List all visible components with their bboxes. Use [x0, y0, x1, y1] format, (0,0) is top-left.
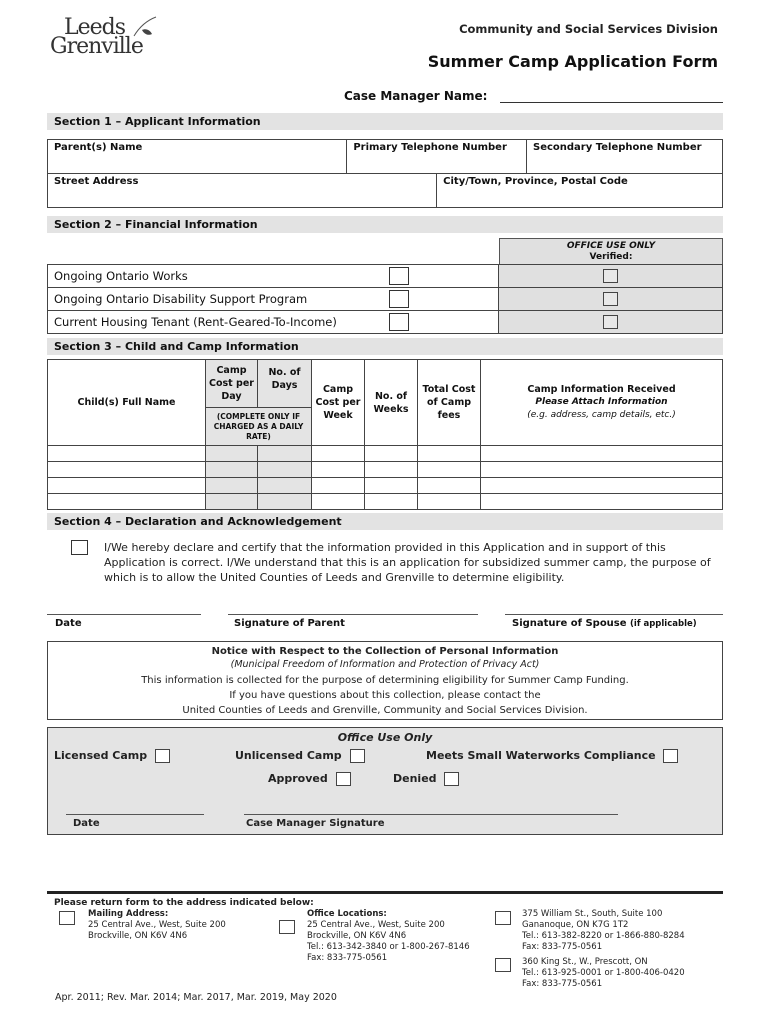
brockville-office	[307, 920, 470, 964]
housing-tenant-checkbox[interactable]	[389, 313, 409, 331]
cost-per-week-cell[interactable]	[312, 478, 365, 494]
notice-title: Notice with Respect to the Collection of Personal Information	[211, 646, 559, 657]
case-manager-signature-label: Case Manager Signature	[246, 818, 385, 829]
secondary-phone-label: Secondary Telephone Number	[533, 142, 702, 153]
cost-per-week-header: Camp Cost per Week	[312, 360, 365, 446]
table-row	[48, 494, 723, 510]
street-address-field[interactable]	[48, 174, 437, 208]
office3-fax: Fax: 833-775-0561	[522, 979, 603, 989]
section-1-header: Section 1 – Applicant Information	[47, 113, 723, 130]
office3-line-1: 360 King St., W., Prescott, ON	[522, 957, 648, 967]
office-use-only-header	[499, 238, 723, 265]
office2-line-2: Gananoque, ON K7G 1T2	[522, 920, 629, 930]
num-weeks-cell[interactable]	[365, 494, 418, 510]
financial-row	[48, 265, 723, 288]
licensed-camp-label: Licensed Camp	[54, 749, 148, 762]
total-cost-cell[interactable]	[418, 446, 481, 462]
primary-phone-label: Primary Telephone Number	[353, 142, 507, 153]
cost-per-day-cell[interactable]	[206, 446, 258, 462]
applicant-info-table	[47, 139, 723, 208]
num-days-cell[interactable]	[258, 478, 312, 494]
approved-label: Approved	[268, 772, 328, 785]
form-title: Summer Camp Application Form	[427, 52, 718, 71]
total-cost-cell[interactable]	[418, 478, 481, 494]
ontario-works-verified-checkbox[interactable]	[603, 269, 618, 283]
office-date-line[interactable]	[66, 814, 204, 815]
declaration-checkbox[interactable]	[71, 540, 88, 555]
office-locations-title: Office Locations:	[307, 909, 387, 919]
num-days-cell[interactable]	[258, 494, 312, 510]
camp-info-cell[interactable]	[481, 478, 723, 494]
date-signature-line[interactable]	[47, 614, 201, 615]
revision-footer: Apr. 2011; Rev. Mar. 2014; Mar. 2017, Mar. 2019, May 2020	[55, 992, 337, 1003]
prescott-office	[522, 957, 685, 990]
gananoque-office	[522, 909, 685, 953]
cost-per-week-cell[interactable]	[312, 494, 365, 510]
waterworks-label: Meets Small Waterworks Compliance	[426, 749, 656, 762]
logo-line-1: Leeds	[64, 15, 126, 40]
office2-tel: Tel.: 613-382-8220 or 1-866-880-8284	[522, 931, 685, 941]
secondary-phone-field[interactable]	[527, 140, 723, 174]
office-use-only-label: OFFICE USE ONLY	[566, 241, 656, 251]
num-weeks-cell[interactable]	[365, 446, 418, 462]
camp-info-cell[interactable]	[481, 494, 723, 510]
financial-row	[48, 288, 723, 311]
unlicensed-camp-checkbox[interactable]	[350, 749, 365, 763]
child-name-cell[interactable]	[48, 494, 206, 510]
office-use-only-box	[47, 727, 723, 835]
parents-name-field[interactable]	[48, 140, 347, 174]
division-name: Community and Social Services Division	[459, 22, 718, 36]
parents-name-label: Parent(s) Name	[54, 142, 143, 153]
mailing-address-title: Mailing Address:	[88, 909, 169, 919]
licensed-camp	[54, 749, 170, 763]
daily-rate-note: (COMPLETE ONLY IF CHARGED AS A DAILY RATE)	[206, 408, 312, 446]
housing-tenant-label: Current Housing Tenant (Rent-Geared-To-Income)	[48, 311, 379, 334]
divider	[47, 891, 723, 894]
financial-row	[48, 311, 723, 334]
office2-line-1: 375 William St., South, Suite 100	[522, 909, 663, 919]
verified-label: Verified:	[589, 252, 633, 262]
spouse-note: (if applicable)	[630, 619, 697, 629]
waterworks-checkbox[interactable]	[663, 749, 678, 763]
privacy-notice	[47, 641, 723, 720]
camp-info-sub1: Please Attach Information	[535, 397, 668, 407]
num-days-header: No. of Days	[258, 360, 312, 408]
cost-per-week-cell[interactable]	[312, 462, 365, 478]
unlicensed-camp	[235, 749, 365, 763]
licensed-camp-checkbox[interactable]	[155, 749, 170, 763]
office-date-label: Date	[73, 818, 100, 829]
date-label: Date	[55, 618, 82, 629]
num-days-cell[interactable]	[258, 462, 312, 478]
num-weeks-cell[interactable]	[365, 462, 418, 478]
ontario-works-checkbox[interactable]	[389, 267, 409, 285]
child-name-cell[interactable]	[48, 478, 206, 494]
approved	[268, 772, 351, 786]
notice-line-3: United Counties of Leeds and Grenville, Community and Social Services Division.	[182, 705, 588, 716]
num-weeks-cell[interactable]	[365, 478, 418, 494]
primary-phone-field[interactable]	[347, 140, 527, 174]
denied-label: Denied	[393, 772, 437, 785]
denied-checkbox[interactable]	[444, 772, 459, 786]
street-address-label: Street Address	[54, 176, 139, 187]
case-manager-signature-line[interactable]	[244, 814, 618, 815]
cost-per-week-cell[interactable]	[312, 446, 365, 462]
office2-fax: Fax: 833-775-0561	[522, 942, 603, 952]
feather-icon	[132, 16, 158, 38]
camp-info-label: Camp Information Received	[527, 384, 676, 395]
camp-info-cell[interactable]	[481, 462, 723, 478]
spouse-signature-text: Signature of Spouse	[512, 618, 627, 629]
spouse-signature-label	[512, 618, 697, 629]
table-row	[48, 462, 723, 478]
section-3-header: Section 3 – Child and Camp Information	[47, 338, 723, 355]
case-manager-label: Case Manager Name:	[344, 89, 488, 103]
denied	[393, 772, 459, 786]
financial-info-table	[47, 264, 723, 334]
brockville-office-checkbox[interactable]	[279, 920, 295, 934]
total-cost-header: Total Cost of Camp fees	[418, 360, 481, 446]
cost-per-day-cell[interactable]	[206, 494, 258, 510]
office-use-title: Office Use Only	[337, 731, 433, 744]
child-camp-table	[47, 359, 723, 510]
section-4-header: Section 4 – Declaration and Acknowledgement	[47, 513, 723, 530]
approved-checkbox[interactable]	[336, 772, 351, 786]
child-name-header: Child(s) Full Name	[48, 360, 206, 446]
city-province-postal-label: City/Town, Province, Postal Code	[443, 176, 628, 187]
camp-info-sub2: (e.g. address, camp details, etc.)	[527, 410, 676, 420]
parent-signature-label: Signature of Parent	[234, 618, 345, 629]
odsp-checkbox[interactable]	[389, 290, 409, 308]
num-weeks-header: No. of Weeks	[365, 360, 418, 446]
cost-per-day-cell[interactable]	[206, 462, 258, 478]
camp-info-header	[481, 360, 723, 446]
cost-per-day-header: Camp Cost per Day	[206, 360, 258, 408]
notice-line-1: This information is collected for the purpose of determining eligibility for Summer Camp Funding.	[141, 675, 629, 686]
mailing-address	[88, 909, 226, 942]
office3-tel: Tel.: 613-925-0001 or 1-800-406-0420	[522, 968, 685, 978]
odsp-verified-checkbox[interactable]	[603, 292, 618, 306]
notice-line-2: If you have questions about this collection, please contact the	[229, 690, 541, 701]
odsp-label: Ongoing Ontario Disability Support Program	[48, 288, 379, 311]
housing-tenant-verified-checkbox[interactable]	[603, 315, 618, 329]
mailing-line-1: 25 Central Ave., West, Suite 200	[88, 920, 226, 930]
spouse-signature-line[interactable]	[505, 614, 723, 615]
parent-signature-line[interactable]	[228, 614, 478, 615]
logo-line-2: Grenville	[50, 34, 143, 59]
prescott-office-checkbox[interactable]	[495, 958, 511, 972]
num-days-cell[interactable]	[258, 446, 312, 462]
section-2-header: Section 2 – Financial Information	[47, 216, 723, 233]
office1-tel: Tel.: 613-342-3840 or 1-800-267-8146	[307, 942, 470, 952]
total-cost-cell[interactable]	[418, 462, 481, 478]
declaration-text: I/We hereby declare and certify that the information provided in this Application and in support of this Application is correct. I/We understand that this is an application for subsidized summer camp, the purpose of which is to allow the United Counties of Leeds and Grenville to determine eligibility.	[104, 541, 711, 584]
case-manager-name-field[interactable]	[500, 102, 723, 103]
child-name-cell[interactable]	[48, 446, 206, 462]
gananoque-office-checkbox[interactable]	[495, 911, 511, 925]
total-cost-cell[interactable]	[418, 494, 481, 510]
mailing-address-checkbox[interactable]	[59, 911, 75, 925]
table-row	[48, 446, 723, 462]
office1-fax: Fax: 833-775-0561	[307, 953, 388, 963]
mailing-line-2: Brockville, ON K6V 4N6	[88, 931, 188, 941]
child-name-cell[interactable]	[48, 462, 206, 478]
ontario-works-label: Ongoing Ontario Works	[48, 265, 379, 288]
notice-subtitle: (Municipal Freedom of Information and Protection of Privacy Act)	[230, 659, 540, 670]
unlicensed-camp-label: Unlicensed Camp	[235, 749, 342, 762]
office1-line-2: Brockville, ON K6V 4N6	[307, 931, 407, 941]
return-heading: Please return form to the address indicated below:	[54, 898, 314, 908]
waterworks-compliance	[426, 749, 678, 763]
city-province-postal-field[interactable]	[437, 174, 723, 208]
office1-line-1: 25 Central Ave., West, Suite 200	[307, 920, 445, 930]
cost-per-day-cell[interactable]	[206, 478, 258, 494]
camp-info-cell[interactable]	[481, 446, 723, 462]
leeds-grenville-logo	[50, 15, 160, 62]
table-row	[48, 478, 723, 494]
